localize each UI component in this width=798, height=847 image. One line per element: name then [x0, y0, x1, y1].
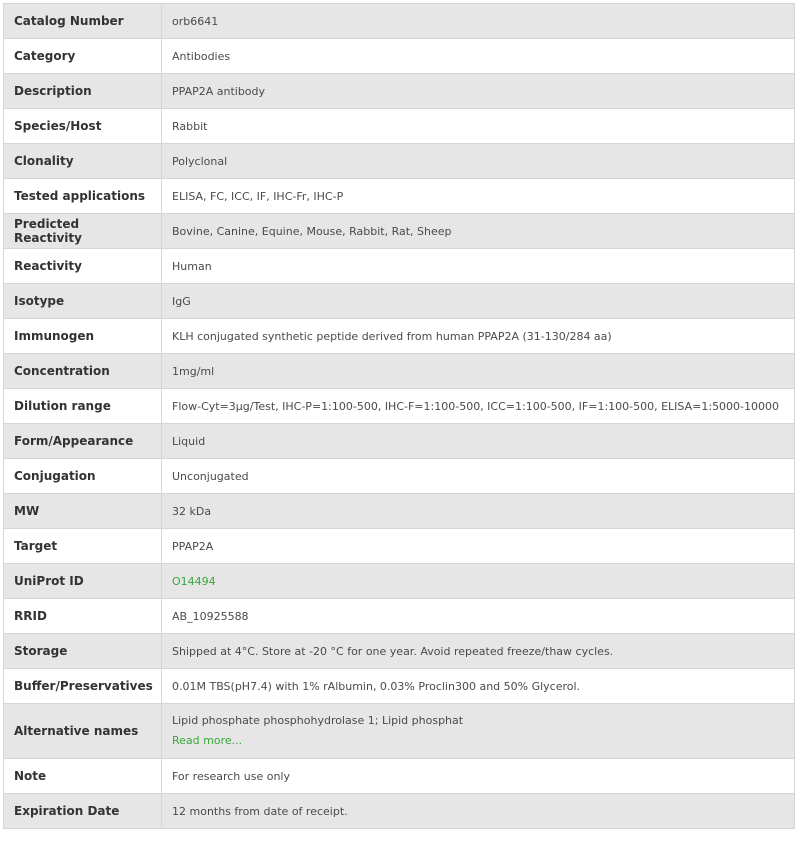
row-label: Immunogen	[4, 319, 162, 354]
row-label: Description	[4, 74, 162, 109]
alternative-names-text: Lipid phosphate phosphohydrolase 1; Lipid phosphat	[172, 714, 464, 727]
row-label: Form/Appearance	[4, 424, 162, 459]
table-row-tested-applications	[4, 179, 795, 214]
row-label: Buffer/Preservatives	[4, 669, 162, 704]
row-value: ELISA, FC, ICC, IF, IHC-Fr, IHC-P	[162, 179, 795, 214]
row-label: Predicted Reactivity	[4, 214, 162, 249]
row-label: Clonality	[4, 144, 162, 179]
table-row-target	[4, 529, 795, 564]
table-row-note	[4, 759, 795, 794]
row-label: Catalog Number	[4, 4, 162, 39]
table-row-form-appearance	[4, 424, 795, 459]
table-row-species-host	[4, 109, 795, 144]
row-label: Conjugation	[4, 459, 162, 494]
read-more-link[interactable]: Read more...	[172, 734, 243, 747]
row-value: 32 kDa	[162, 494, 795, 529]
row-value-cell	[162, 704, 795, 759]
table-row-isotype	[4, 284, 795, 319]
row-label: Tested applications	[4, 179, 162, 214]
row-value: Unconjugated	[162, 459, 795, 494]
table-row-dilution-range	[4, 389, 795, 424]
uniprot-id-link[interactable]: O14494	[172, 574, 216, 588]
table-row-concentration	[4, 354, 795, 389]
row-label: Isotype	[4, 284, 162, 319]
row-value: IgG	[162, 284, 795, 319]
table-row-buffer-preservatives	[4, 669, 795, 704]
row-value: For research use only	[162, 759, 795, 794]
table-row-clonality	[4, 144, 795, 179]
row-label: Concentration	[4, 354, 162, 389]
table-row-mw	[4, 494, 795, 529]
row-value: KLH conjugated synthetic peptide derived from human PPAP2A (31-130/284 aa)	[162, 319, 795, 354]
row-value: Flow-Cyt=3μg/Test, IHC-P=1:100-500, IHC-F=1:100-500, ICC=1:100-500, IF=1:100-500, ELISA=1:5000-10000	[162, 389, 795, 424]
row-value: Bovine, Canine, Equine, Mouse, Rabbit, Rat, Sheep	[162, 214, 795, 249]
row-label: Alternative names	[4, 704, 162, 759]
table-row-catalog-number	[4, 4, 795, 39]
product-spec-table	[3, 3, 795, 829]
table-row-expiration-date	[4, 794, 795, 829]
row-value: Rabbit	[162, 109, 795, 144]
row-value: Shipped at 4°C. Store at -20 °C for one year. Avoid repeated freeze/thaw cycles.	[162, 634, 795, 669]
row-value: 12 months from date of receipt.	[162, 794, 795, 829]
row-value: Polyclonal	[162, 144, 795, 179]
table-row-description	[4, 74, 795, 109]
row-value-cell	[162, 564, 795, 599]
row-label: Expiration Date	[4, 794, 162, 829]
table-row-immunogen	[4, 319, 795, 354]
row-value: PPAP2A antibody	[162, 74, 795, 109]
table-row-rrid	[4, 599, 795, 634]
row-label: MW	[4, 494, 162, 529]
row-label: Dilution range	[4, 389, 162, 424]
row-label: Storage	[4, 634, 162, 669]
row-label: Reactivity	[4, 249, 162, 284]
row-label: Species/Host	[4, 109, 162, 144]
row-label: Target	[4, 529, 162, 564]
table-row-alternative-names	[4, 704, 795, 759]
table-row-uniprot-id	[4, 564, 795, 599]
table-row-conjugation	[4, 459, 795, 494]
row-label: Note	[4, 759, 162, 794]
row-value: 0.01M TBS(pH7.4) with 1% rAlbumin, 0.03% Proclin300 and 50% Glycerol.	[162, 669, 795, 704]
row-value: PPAP2A	[162, 529, 795, 564]
row-value: Human	[162, 249, 795, 284]
row-value: 1mg/ml	[162, 354, 795, 389]
row-value: orb6641	[162, 4, 795, 39]
table-row-storage	[4, 634, 795, 669]
table-row-reactivity	[4, 249, 795, 284]
row-value: Liquid	[162, 424, 795, 459]
row-label: Category	[4, 39, 162, 74]
row-label: RRID	[4, 599, 162, 634]
row-label: UniProt ID	[4, 564, 162, 599]
row-value: Antibodies	[162, 39, 795, 74]
row-value: AB_10925588	[162, 599, 795, 634]
table-row-category	[4, 39, 795, 74]
table-row-predicted-reactivity	[4, 214, 795, 249]
